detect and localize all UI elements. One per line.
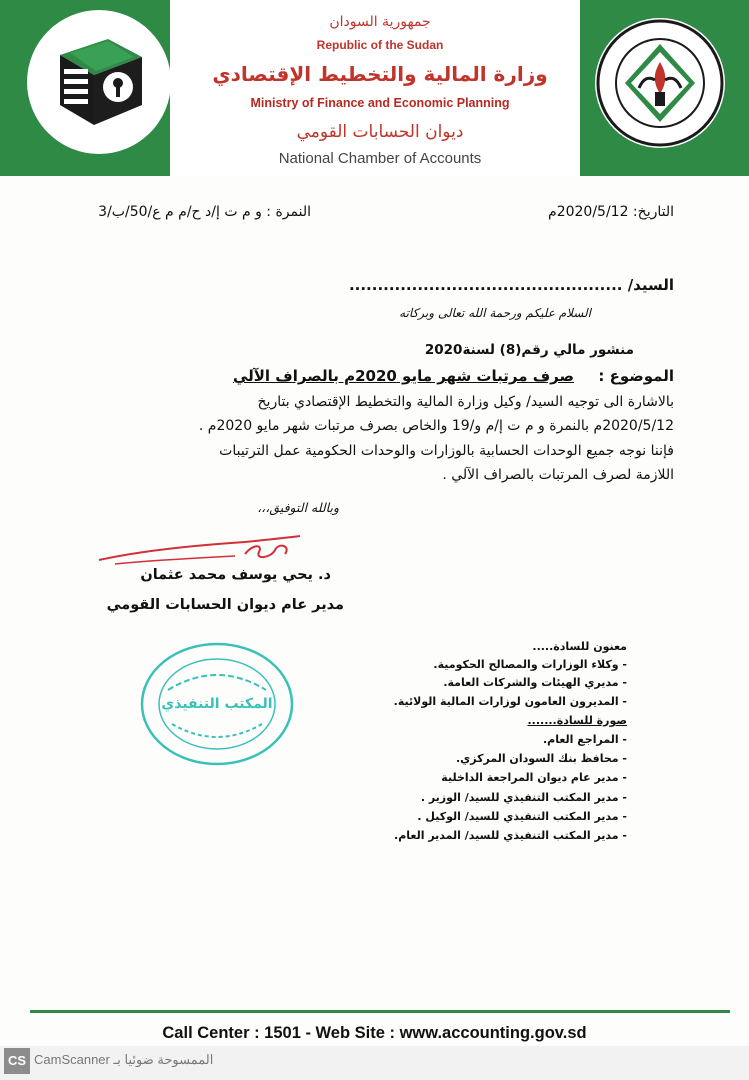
to-item: - وكلاء الوزارات والمصالح الحكومية. [433,658,627,671]
official-stamp [138,640,296,768]
subject-text: صرف مرتبات شهر مايو 2020م بالصراف الآلي [232,367,574,385]
to-heading: معنون للسادة..... [532,640,627,653]
ministry-logo [30,13,168,151]
addressee-line: السيد/ ................................................ [348,276,674,294]
ministry-seal [595,18,725,148]
letter-date: التاريخ: 2020/5/12م [548,204,674,220]
english-country-name: Republic of the Sudan [316,38,444,52]
body-line-1: بالاشارة الى توجيه السيد/ وكيل وزارة المالية والتخطيط الإقتصادي بتاريخ [257,394,674,410]
signer-name: د. يحي يوسف محمد عثمان [140,567,331,583]
body-line-2: 2020/5/12م بالنمرة و م ت إ/م و/19 والخاص بصرف مرتبات شهر مايو 2020م . [198,418,674,434]
subject-label: الموضوع : [598,367,674,385]
english-ministry-name: Ministry of Finance and Economic Planning [250,96,510,110]
circular-number: منشور مالي رقم(8) لسنة2020 [424,342,634,358]
signature [95,530,305,572]
copy-item: - مدير المكتب التنفيذي للسيد/ المدير العام. [394,829,627,842]
copy-heading: صورة للسادة....... [527,714,627,727]
copy-item: - محافظ بنك السودان المركزي. [455,752,627,765]
to-item: - مديري الهيئات والشركات العامة. [443,676,627,689]
footer-contact: Call Center : 1501 - Web Site : www.accounting.gov.sd [162,1024,587,1042]
letter-reference: النمرة : و م ت إ/د ح/م م ع/50/ب/3 [98,204,311,220]
arabic-ministry-name: وزارة المالية والتخطيط الإقتصادي [212,62,548,86]
body-line-3: فإننا نوجه جميع الوحدات الحسابية بالوزارات والوحدات الحكومية عمل الترتيبات [219,443,674,459]
closing: وبالله التوفيق،،، [257,500,339,515]
scanner-watermark: CamScanner الممسوحة ضوئيا بـ [34,1052,214,1067]
copy-item: - المراجع العام. [542,733,627,746]
footer-divider [30,1010,730,1013]
body-line-4: اللازمة لصرف المرتبات بالصراف الآلي . [442,467,674,483]
lock-cube-icon [30,13,168,151]
stamp-label: المكتب التنفيذي [161,696,273,712]
seal-emblem-icon [595,18,725,148]
arabic-country-name: جمهورية السودان [329,14,431,30]
copy-item: - مدير عام ديوان المراجعة الداخلية [441,771,627,784]
arabic-chamber-name: ديوان الحسابات القومي [296,122,464,142]
signature-icon [95,530,305,572]
camscanner-logo-icon: CS [4,1048,30,1074]
english-chamber-name: National Chamber of Accounts [278,150,482,167]
greeting: السلام عليكم ورحمة الله تعالى وبركاته [399,306,591,320]
copy-item: - مدير المكتب التنفيذي للسيد/ الوزير . [420,791,627,804]
signer-title: مدير عام ديوان الحسابات القومي [106,597,344,613]
to-item: - المديرون العامون لوزارات المالية الولائية. [393,695,627,708]
letterhead [0,0,749,176]
copy-item: - مدير المكتب التنفيذي للسيد/ الوكيل . [417,810,627,823]
